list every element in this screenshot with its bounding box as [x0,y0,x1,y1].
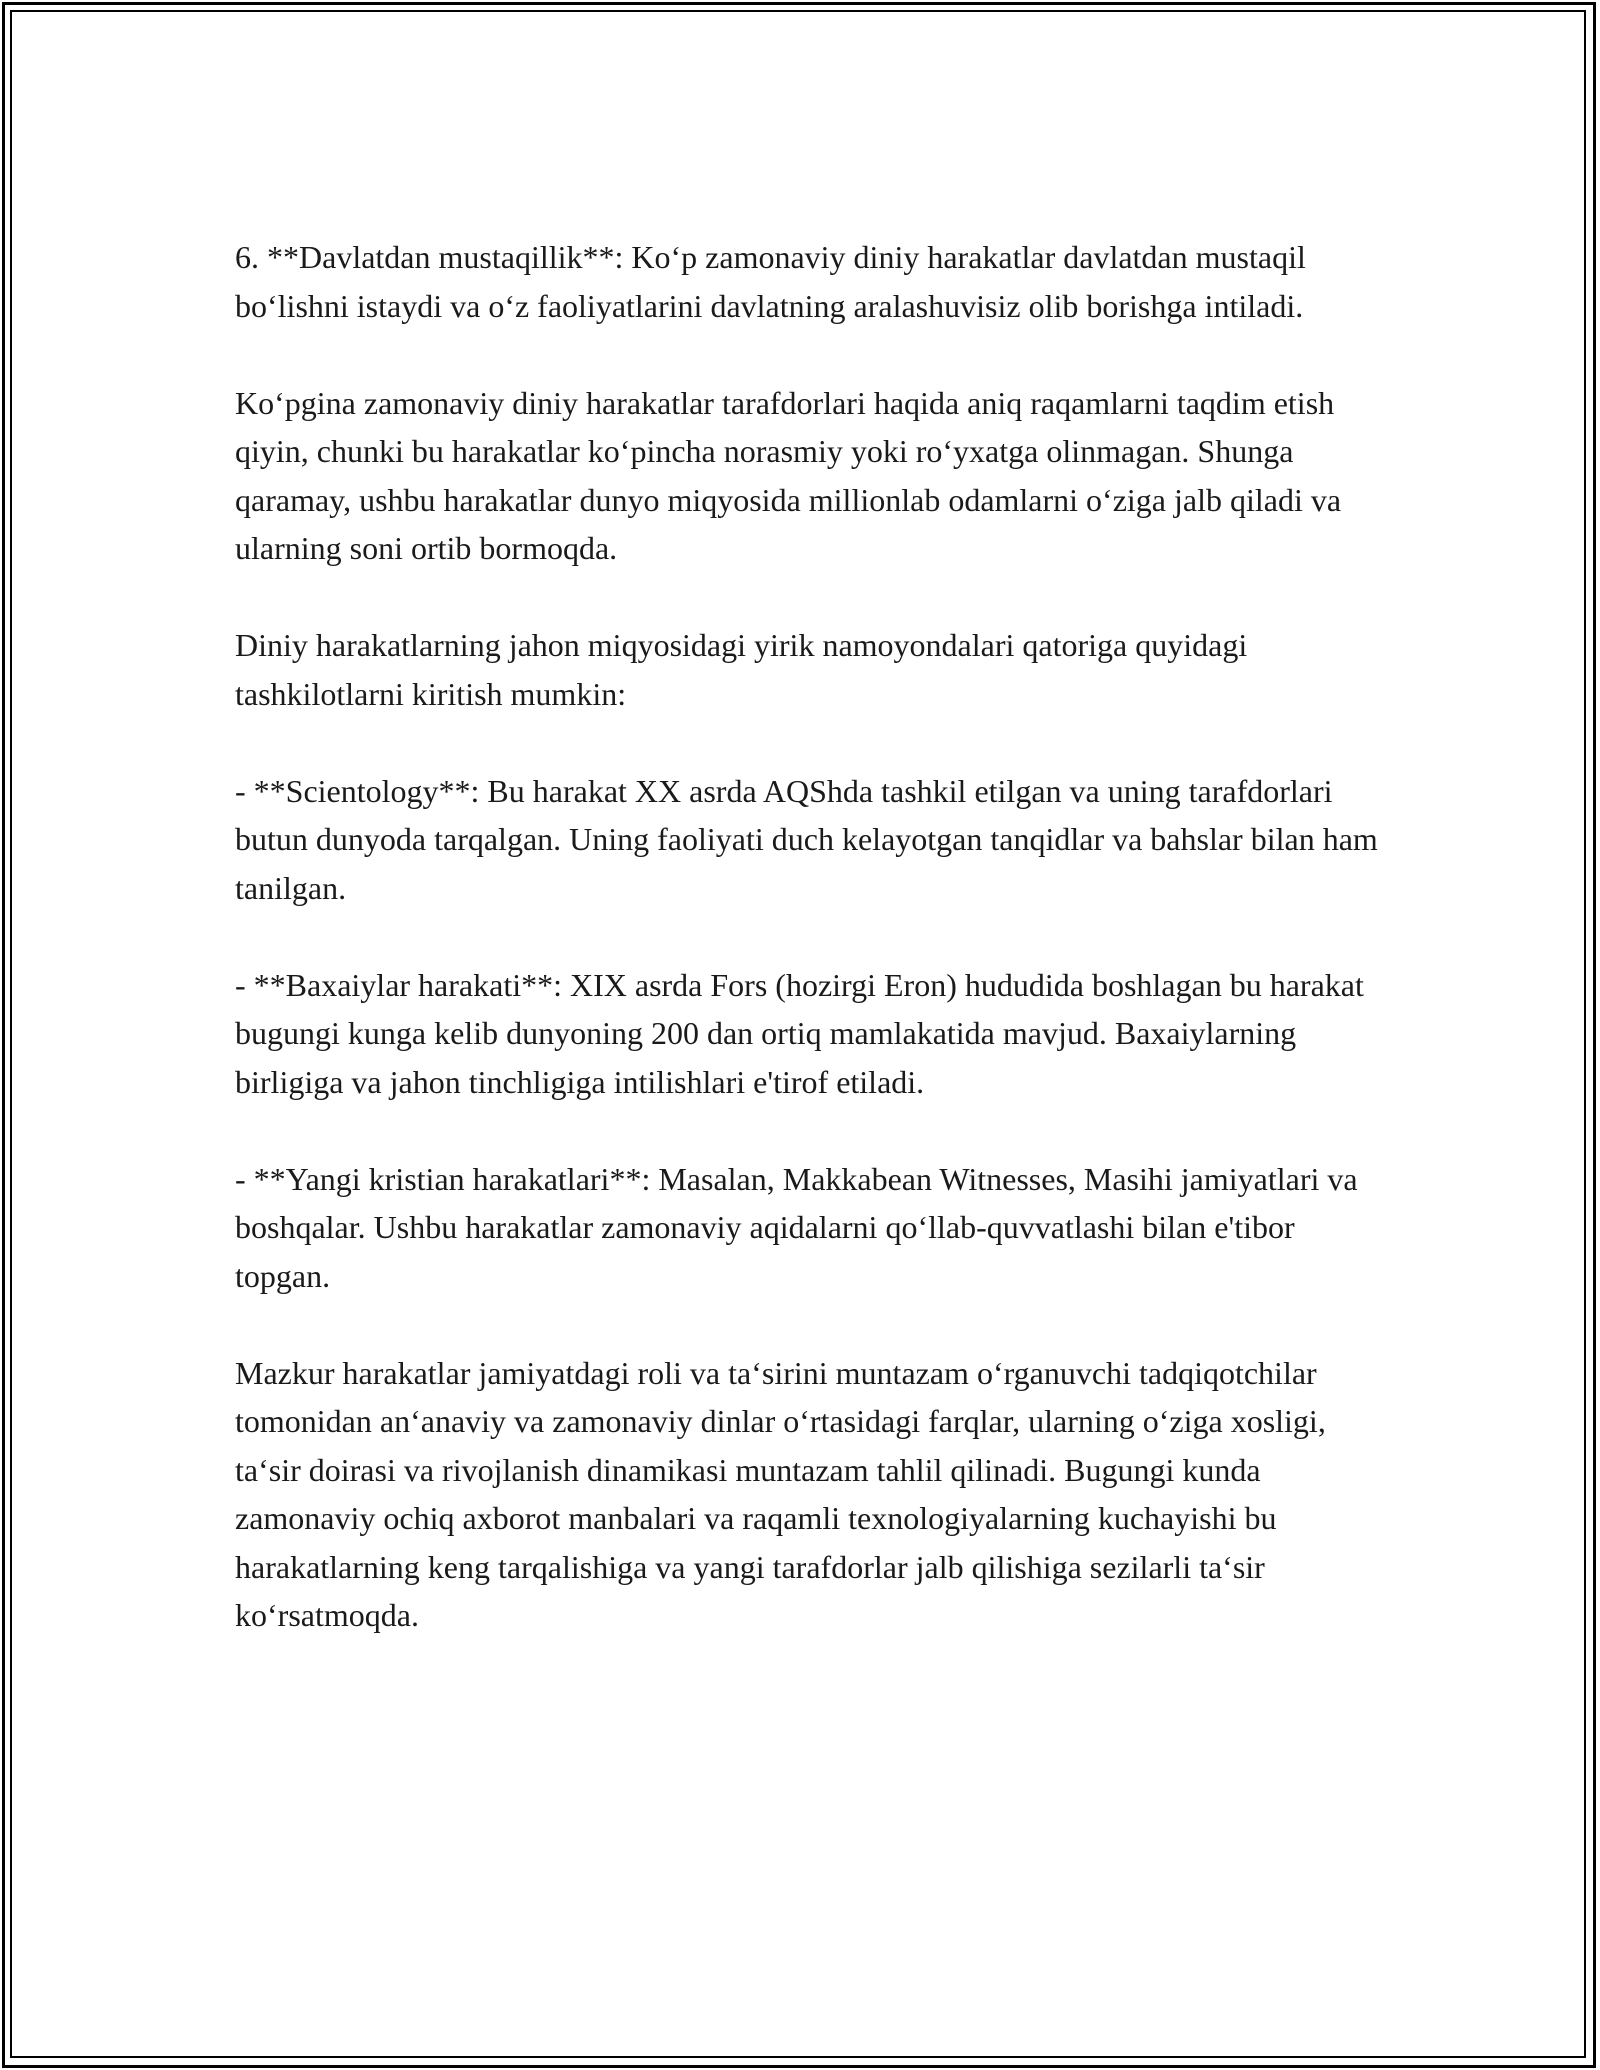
paragraph-state-independence: 6. **Davlatdan mustaqillik**: Ko‘p zamonaviy diniy harakatlar davlatdan mustaqil bo‘lishni istaydi va o‘z faoliyatlarini davlatning aralashuvisiz olib borishga intiladi. [235,239,1306,324]
paragraph-research-conclusion: Mazkur harakatlar jamiyatdagi roli va ta‘sirini muntazam o‘rganuvchi tadqiqotchilar tomonidan an‘anaviy va zamonaviy dinlar o‘rtasidagi farqlar, ularning o‘ziga xosligi, ta‘sir doirasi va rivojlanish dinamikasi muntazam tahlil qilinadi. Bugungi kunda zamonaviy ochiq axborot manbalari va raqamli texnologiyalarning kuchayishi bu harakatlarning keng tarqalishiga va yangi tarafdorlar jalb qilishiga sezilarli ta‘sir ko‘rsatmoqda. [235,1354,1326,1633]
paragraph-follower-numbers: Ko‘pgina zamonaviy diniy harakatlar tarafdorlari haqida aniq raqamlarni taqdim etish qiyin, chunki bu harakatlar ko‘pincha norasmiy yoki ro‘yxatga olinmagan. Shunga qaramay, ushbu harakatlar dunyo miqyosida millionlab odamlarni o‘ziga jalb qiladi va ularning soni ortib bormoqda. [235,384,1342,566]
paragraph-bahai: - **Baxaiylar harakati**: XIX asrda Fors (hozirgi Eron) hududida boshlagan bu harakat bugungi kunga kelib dunyoning 200 dan ortiq mamlakatida mavjud. Baxaiylarning birligiga va jahon tinchligiga intilishlari e'tirof etiladi. [235,966,1364,1100]
document-body [235,233,1385,1640]
paragraph-new-christian-movements: - **Yangi kristian harakatlari**: Masalan, Makkabean Witnesses, Masihi jamiyatlari va boshqalar. Ushbu harakatlar zamonaviy aqidalarni qo‘llab-quvvatlashi bilan e'tibor topgan. [235,1160,1358,1294]
paragraph-major-organizations-intro: Diniy harakatlarning jahon miqyosidagi yirik namoyondalari qatoriga quyidagi tashkilotlarni kiritish mumkin: [235,627,1248,712]
paragraph-scientology: - **Scientology**: Bu harakat XX asrda AQShda tashkil etilgan va uning tarafdorlari butun dunyoda tarqalgan. Uning faoliyati duch kelayotgan tanqidlar va bahslar bilan ham tanilgan. [235,772,1378,906]
